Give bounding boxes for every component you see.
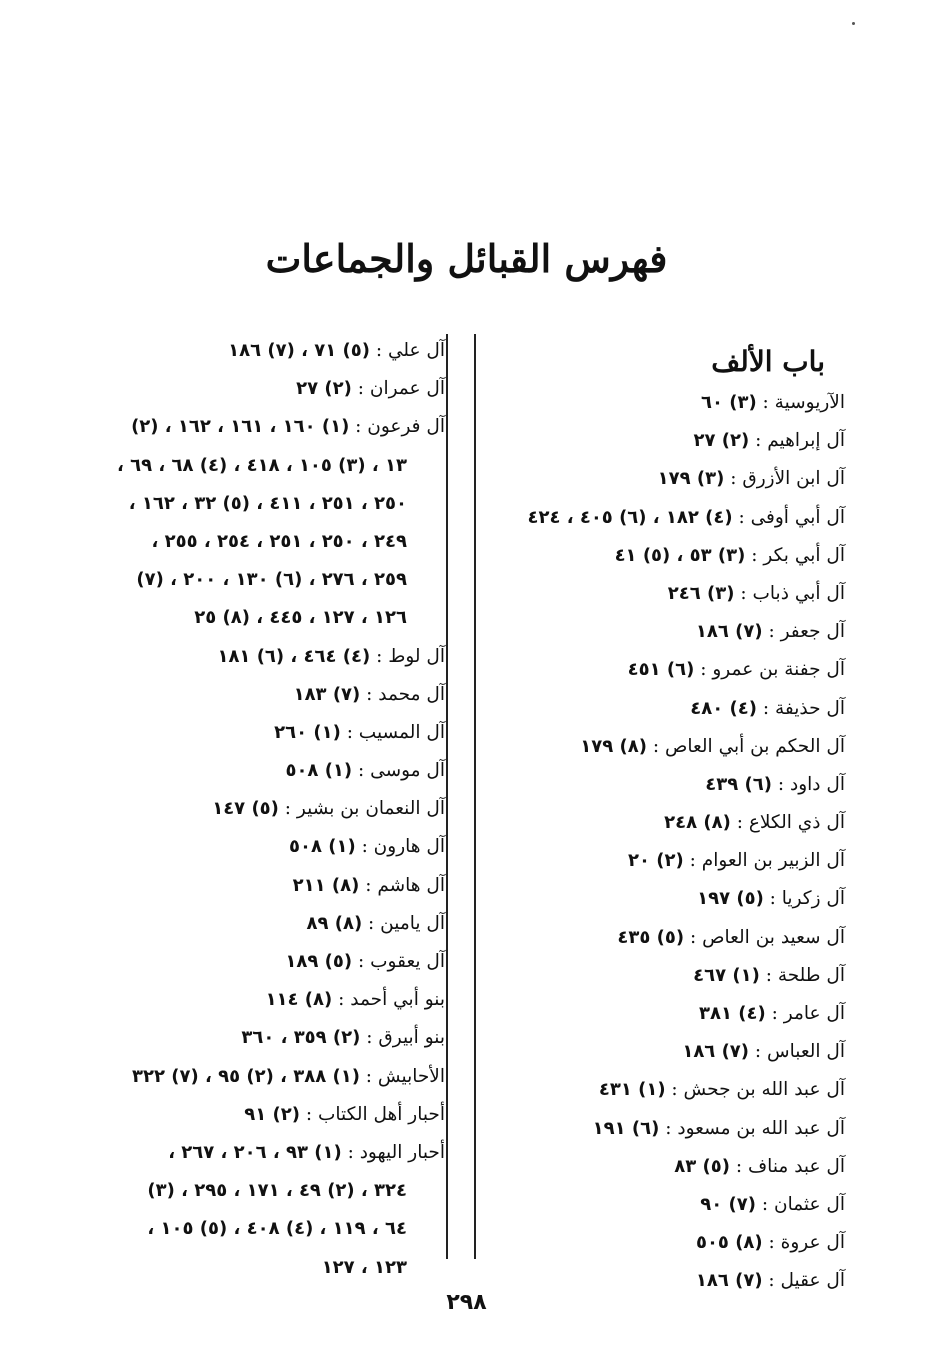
index-entry (25, 370, 445, 408)
entry-references: ٢٥٠ ، ٢٥١ ، ٤١١ ، (٥) ٣٢ ، ١٦٢ ، (128, 492, 407, 514)
entry-name: آل عبد الله بن جحش : (665, 1079, 845, 1101)
entry-references: (٢) ٩١ (244, 1103, 300, 1125)
entry-name: آل الحكم بن أبي العاص : (647, 735, 845, 757)
entry-references: (٤) ٤٦٤ ، (٦) ١٨١ (217, 645, 371, 667)
entry-name: آل سعيد بن العاص : (684, 926, 845, 948)
index-entry (25, 1249, 445, 1287)
entry-name: آل عبد الله بن مسعود : (659, 1117, 845, 1139)
entry-references: (٥) ١٤٧ (212, 798, 279, 820)
entry-references: (١) ٥٠٨ (288, 836, 356, 858)
index-entry (25, 638, 445, 676)
index-entry (25, 1134, 445, 1172)
index-entry (473, 422, 845, 460)
entry-name: آل زكريا : (763, 888, 845, 910)
index-entry (25, 599, 445, 637)
index-entry (473, 804, 845, 842)
entry-references: (٨) ٢٤٨ (664, 812, 731, 834)
entry-name: آل هاشم : (359, 874, 445, 896)
entry-references: ٢٤٩ ، ٢٥٠ ، ٢٥١ ، ٢٥٤ ، ٢٥٥ ، (151, 530, 407, 552)
entry-references: (١) ٩٣ ، ٢٠٦ ، ٢٦٧ ، (168, 1141, 342, 1163)
index-entry (25, 714, 445, 752)
entry-references: (٧) ١٨٦ (695, 1270, 763, 1292)
index-entry (473, 651, 845, 689)
page-title: فهرس القبائل والجماعات (265, 236, 668, 281)
index-entry (25, 943, 445, 981)
entry-references: (٨) ٨٩ (306, 912, 363, 934)
entry-name: آل طلحة : (759, 964, 845, 986)
entry-name: آل إبراهيم : (749, 430, 845, 452)
index-entry (25, 447, 445, 485)
entry-references: (٥) ٤٣٥ (617, 926, 685, 948)
entry-references: (١) ٤٣١ (598, 1079, 666, 1101)
entry-references: (٧) ١٨٣ (293, 683, 361, 705)
entry-name: الآريوسية : (756, 392, 845, 413)
entry-references: (٢) ٣٥٩ ، ٣٦٠ (241, 1027, 361, 1049)
index-entry (25, 676, 445, 714)
entry-references: ١٢٣ ، ١٢٧ (321, 1256, 407, 1278)
entry-references: ٢٥٩ ، ٢٧٦ ، (٦) ١٣٠ ، ٢٠٠ ، (٧) (136, 569, 407, 591)
entry-name: أحبار أهل الكتاب : (299, 1103, 445, 1125)
page-number: ٢٩٨ (446, 1290, 487, 1315)
entry-name: آل جفنة بن عمرو : (694, 659, 845, 681)
entry-references: (١) ٤٦٧ (693, 964, 760, 986)
entry-references: ١٢٦ ، ١٢٧ ، ٤٤٥ ، (٨) ٢٥ (194, 607, 407, 629)
index-entry (473, 1110, 845, 1148)
entry-name: آل عبد مناف : (730, 1155, 845, 1177)
index-entry (25, 485, 445, 523)
entry-references: (٥) ١٩٧ (697, 888, 764, 910)
entry-name: آل عثمان : (756, 1193, 845, 1215)
column-divider-right (474, 334, 476, 1259)
index-entry (473, 537, 845, 575)
index-entry (25, 523, 445, 561)
index-entry (473, 957, 845, 995)
entry-name: آل موسى : (352, 760, 445, 782)
entry-references: (٦) ٤٥١ (627, 659, 695, 681)
index-entry (25, 1058, 445, 1096)
entry-name: آل هارون : (355, 836, 445, 858)
index-entry (473, 1033, 845, 1071)
index-entry (25, 1019, 445, 1057)
index-entry (473, 995, 845, 1033)
entry-references: ٦٤ ، ١١٩ ، (٤) ٤٠٨ ، (٥) ١٠٥ ، (147, 1218, 407, 1240)
index-entry (473, 499, 845, 537)
entry-references: (٨) ٢١١ (292, 874, 360, 896)
entry-references: ٣٢٤ ، (٢) ٤٩ ، ١٧١ ، ٢٩٥ ، (٣) (147, 1180, 407, 1202)
entry-name: آل علي : (369, 340, 445, 361)
entry-name: آل محمد : (360, 683, 445, 705)
index-entry (25, 981, 445, 1019)
entry-name: آل الزبير بن العوام : (683, 850, 845, 872)
entry-references: (٥) ٧١ ، (٧) ١٨٦ (228, 340, 370, 361)
entry-name: آل ابن الأزرق : (724, 468, 845, 490)
entry-name: آل حذيفة : (756, 697, 845, 719)
entry-references: (٧) ١٨٦ (682, 1041, 750, 1063)
entry-references: (٢) ٢٧ (296, 378, 352, 400)
index-entry (473, 1186, 845, 1224)
index-entry (25, 408, 445, 446)
index-entry (25, 1172, 445, 1210)
entry-references: ١٣ ، (٣) ١٠٥ ، ٤١٨ ، (٤) ٦٨ ، ٦٩ ، (117, 454, 407, 476)
entry-references: (٣) ١٧٩ (657, 468, 725, 490)
entry-name: الأحابيش : (359, 1065, 445, 1087)
entry-references: (٢) ٢٠ (628, 850, 684, 872)
entry-references: (٨) ١١٤ (265, 989, 333, 1011)
entry-name: بنو أبي أحمد : (332, 989, 445, 1011)
entry-name: آل لوط : (370, 645, 445, 667)
entry-references: (٣) ٦٠ (700, 392, 757, 413)
index-entry (473, 1071, 845, 1109)
entry-references: (٢) ٢٧ (693, 430, 750, 452)
entry-name: آل عقيل : (762, 1270, 845, 1292)
index-entry (473, 1148, 845, 1186)
index-entry (25, 867, 445, 905)
entry-references: (٨) ١٧٩ (580, 735, 647, 757)
index-entry (473, 690, 845, 728)
entry-name: آل داود : (771, 773, 845, 795)
entry-name: آل جعفر : (762, 621, 845, 643)
entry-references: (١) ٣٨٨ ، (٢) ٩٥ ، (٧) ٣٢٢ (132, 1065, 360, 1087)
index-entry (25, 828, 445, 866)
entry-references: (١) ٢٦٠ (274, 721, 341, 743)
entry-name: آل المسيب : (340, 721, 445, 743)
entry-references: (٣) ٥٣ ، (٥) ٤١ (614, 544, 746, 566)
index-entry (473, 1224, 845, 1262)
index-entry (473, 842, 845, 880)
index-entry (473, 613, 845, 651)
index-entry (473, 728, 845, 766)
entry-references: (٤) ٤٨٠ (690, 697, 757, 719)
left-column (25, 332, 445, 1287)
right-column (473, 340, 845, 1301)
entry-references: (١) ١٦٠ ، ١٦١ ، ١٦٢ ، (٢) (131, 416, 350, 438)
entry-name: آل العباس : (749, 1041, 845, 1063)
section-heading: باب الألف (711, 345, 825, 378)
entry-references: (٤) ٣٨١ (699, 1003, 766, 1024)
index-entry (473, 575, 845, 613)
index-entry (25, 905, 445, 943)
entry-references: (٧) ١٨٦ (695, 621, 763, 643)
page-speck (852, 22, 855, 25)
entry-name: آل عمران : (351, 378, 445, 400)
index-entry (25, 790, 445, 828)
index-entry (25, 1096, 445, 1134)
entry-name: آل ذي الكلاع : (730, 812, 845, 834)
index-entry (25, 561, 445, 599)
entry-references: (٨) ٥٠٥ (695, 1232, 763, 1254)
entry-references: (٥) ١٨٩ (285, 951, 353, 972)
right-entry-list (473, 384, 845, 1301)
index-entry (473, 460, 845, 498)
entry-references: (٣) ٢٤٦ (667, 582, 735, 604)
index-entry (473, 880, 845, 918)
entry-name: آل النعمان بن بشير : (278, 798, 445, 820)
index-entry (473, 919, 845, 957)
index-entry (473, 766, 845, 804)
column-divider-left (446, 334, 448, 1259)
index-entry (25, 1210, 445, 1248)
entry-name: آل أبي بكر : (745, 544, 845, 566)
entry-name: أحبار اليهود : (341, 1141, 445, 1163)
index-entry (25, 332, 445, 370)
entry-name: بنو أبيرق : (360, 1027, 445, 1049)
index-entry (473, 384, 845, 422)
entry-references: (٦) ١٩١ (592, 1117, 660, 1139)
entry-name: آل عروة : (762, 1232, 845, 1254)
entry-name: آل فرعون : (349, 416, 445, 438)
entry-name: آل يامين : (362, 912, 445, 934)
entry-name: آل أبي ذباب : (734, 582, 845, 604)
index-entry (25, 752, 445, 790)
left-entry-list (25, 332, 445, 1287)
entry-name: آل عامر : (765, 1003, 845, 1024)
entry-references: (٤) ١٨٢ ، (٦) ٤٠٥ ، ٤٢٤ (527, 506, 733, 528)
entry-name: آل يعقوب : (352, 951, 445, 972)
entry-references: (١) ٥٠٨ (285, 760, 353, 782)
entry-references: (٧) ٩٠ (700, 1193, 756, 1215)
entry-name: آل أبي أوفى : (732, 506, 845, 528)
entry-references: (٥) ٨٣ (674, 1155, 731, 1177)
entry-references: (٦) ٤٣٩ (705, 773, 772, 795)
